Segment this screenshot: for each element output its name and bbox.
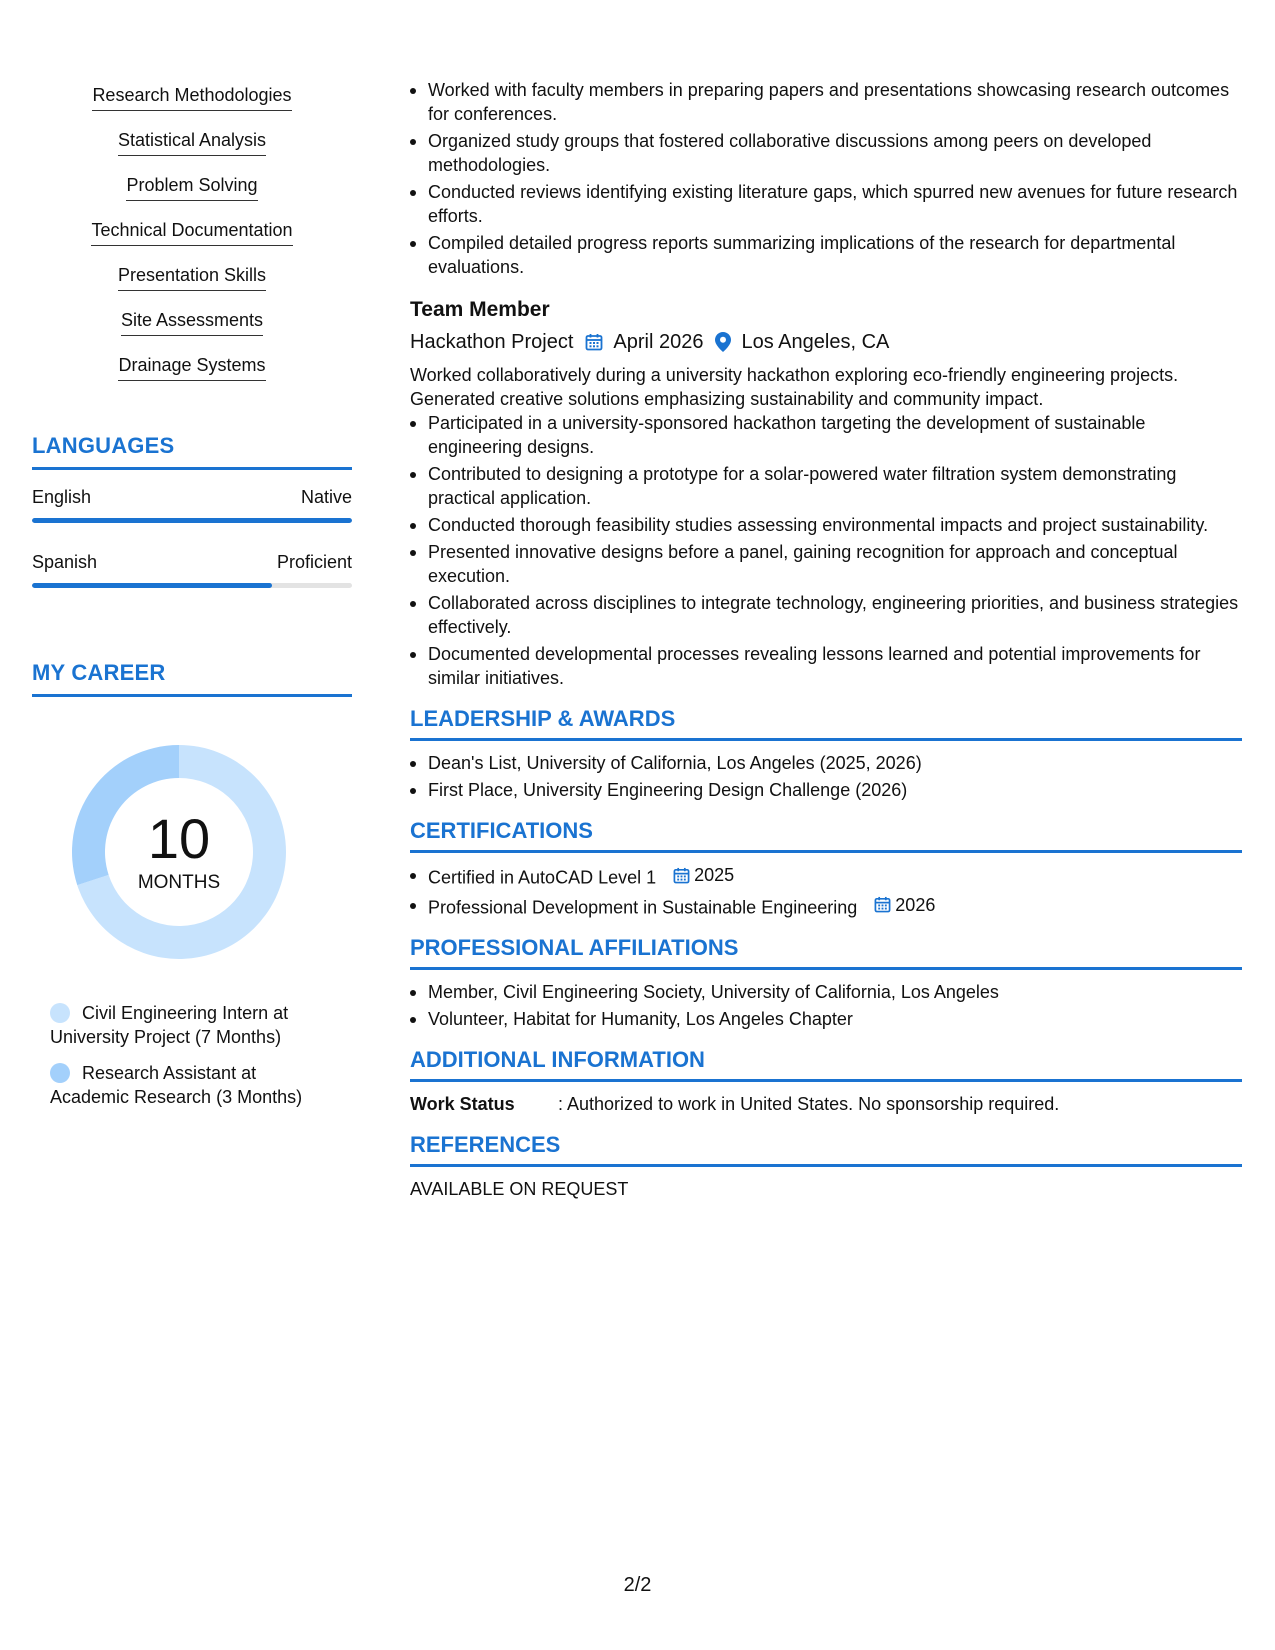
language-bar-track: [32, 583, 352, 588]
certification-year: 2025: [694, 865, 735, 885]
language-level: Native: [300, 487, 352, 507]
legend-dot: [50, 1003, 70, 1023]
calendar-icon: [585, 333, 603, 351]
career-donut-chart: [64, 737, 294, 967]
work-status-row: [410, 1092, 1242, 1116]
language-row: [32, 486, 352, 523]
previous-role-bullets: [410, 78, 1242, 279]
career-legend: [50, 1001, 330, 1109]
bullet-item: Collaborated across disciplines to integrate technology, engineering priorities, and business strategies effectively.: [410, 591, 1242, 639]
bullet-item: Contributed to designing a prototype for a solar-powered water filtration system demonstrating practical application.: [410, 462, 1242, 510]
certification-item: [410, 863, 1242, 890]
bullet-item: Conducted reviews identifying existing literature gaps, which spurred new avenues for future research efforts.: [410, 180, 1242, 228]
certification-year: 2026: [895, 894, 936, 915]
legend-dot: [50, 1063, 70, 1083]
role-bullets: [410, 411, 1242, 690]
legend-item: [50, 1061, 330, 1109]
references-heading: REFERENCES: [410, 1132, 1242, 1167]
role-date: April 2026: [613, 331, 704, 353]
bullet-item: Compiled detailed progress reports summarizing implications of the research for departmental evaluations.: [410, 231, 1242, 279]
certification-name: Certified in AutoCAD Level 1: [428, 867, 657, 888]
skill-item: Problem Solving: [126, 174, 257, 201]
career-unit: MONTHS: [137, 872, 221, 893]
certification-item: [410, 893, 1242, 920]
bullet-item: Organized study groups that fostered collaborative discussions among peers on developed methodologies.: [410, 129, 1242, 177]
language-row: [32, 551, 352, 588]
skill-item: Site Assessments: [121, 309, 263, 336]
role-organization: Hackathon Project: [410, 331, 574, 353]
bullet-item: Worked with faculty members in preparing papers and presentations showcasing research outcomes for conferences.: [410, 78, 1242, 126]
bullet-item: Volunteer, Habitat for Humanity, Los Angeles Chapter: [410, 1007, 1242, 1031]
references-text: AVAILABLE ON REQUEST: [410, 1179, 629, 1199]
career-heading: MY CAREER: [32, 660, 352, 697]
skill-item: Research Methodologies: [92, 84, 291, 111]
leadership-list: [410, 751, 1242, 802]
calendar-icon: [673, 867, 690, 884]
bullet-item: Conducted thorough feasibility studies assessing environmental impacts and project sustainability.: [410, 513, 1242, 537]
legend-label: Research Assistant at Academic Research (3 Months): [50, 1063, 303, 1107]
languages-heading: LANGUAGES: [32, 433, 352, 470]
map-pin-icon: [715, 332, 731, 352]
role-title: Team Member: [410, 298, 550, 321]
role-location: Los Angeles, CA: [741, 331, 890, 353]
work-status-value: : Authorized to work in United States. No sponsorship required.: [558, 1094, 1060, 1114]
certifications-list: [410, 863, 1242, 919]
language-level: Proficient: [276, 552, 352, 572]
language-bar-fill: [32, 518, 352, 523]
affiliations-heading: PROFESSIONAL AFFILIATIONS: [410, 935, 1242, 970]
bullet-item: Presented innovative designs before a panel, gaining recognition for approach and conceptual execution.: [410, 540, 1242, 588]
certification-name: Professional Development in Sustainable Engineering: [428, 897, 858, 917]
bullet-item: Dean's List, University of California, Los Angeles (2025, 2026): [410, 751, 1242, 775]
role-description: Worked collaboratively during a university hackathon exploring eco-friendly engineering projects. Generated creative solutions emphasizing sustainability and community impact.: [410, 365, 1179, 409]
calendar-icon: [874, 896, 891, 913]
page-number: 2/2: [623, 1574, 652, 1596]
certifications-heading: CERTIFICATIONS: [410, 818, 1242, 853]
left-column: [32, 84, 352, 1121]
skill-item: Statistical Analysis: [118, 129, 266, 156]
additional-info-heading: ADDITIONAL INFORMATION: [410, 1047, 1242, 1082]
skills-list: [32, 84, 352, 399]
leadership-heading: LEADERSHIP & AWARDS: [410, 706, 1242, 741]
work-status-label: Work Status: [410, 1094, 515, 1114]
bullet-item: Documented developmental processes revealing lessons learned and potential improvements for similar initiatives.: [410, 642, 1242, 690]
legend-label: Civil Engineering Intern at University Project (7 Months): [50, 1003, 289, 1047]
donut-center: [64, 737, 294, 967]
language-bar-track: [32, 518, 352, 523]
bullet-item: Participated in a university-sponsored hackathon targeting the development of sustainable engineering designs.: [410, 411, 1242, 459]
legend-item: [50, 1001, 330, 1049]
bullet-item: Member, Civil Engineering Society, University of California, Los Angeles: [410, 980, 1242, 1004]
bullet-item: First Place, University Engineering Design Challenge (2026): [410, 778, 1242, 802]
skill-item: Presentation Skills: [118, 264, 266, 291]
right-column: [410, 78, 1242, 1201]
language-name: Spanish: [32, 552, 98, 572]
skill-item: Technical Documentation: [91, 219, 292, 246]
role-meta: [410, 329, 1242, 355]
language-bar-fill: [32, 583, 272, 588]
language-name: English: [32, 487, 92, 507]
languages-list: [32, 486, 352, 588]
affiliations-list: [410, 980, 1242, 1031]
career-total: 10: [147, 807, 211, 870]
skill-item: Drainage Systems: [118, 354, 265, 381]
